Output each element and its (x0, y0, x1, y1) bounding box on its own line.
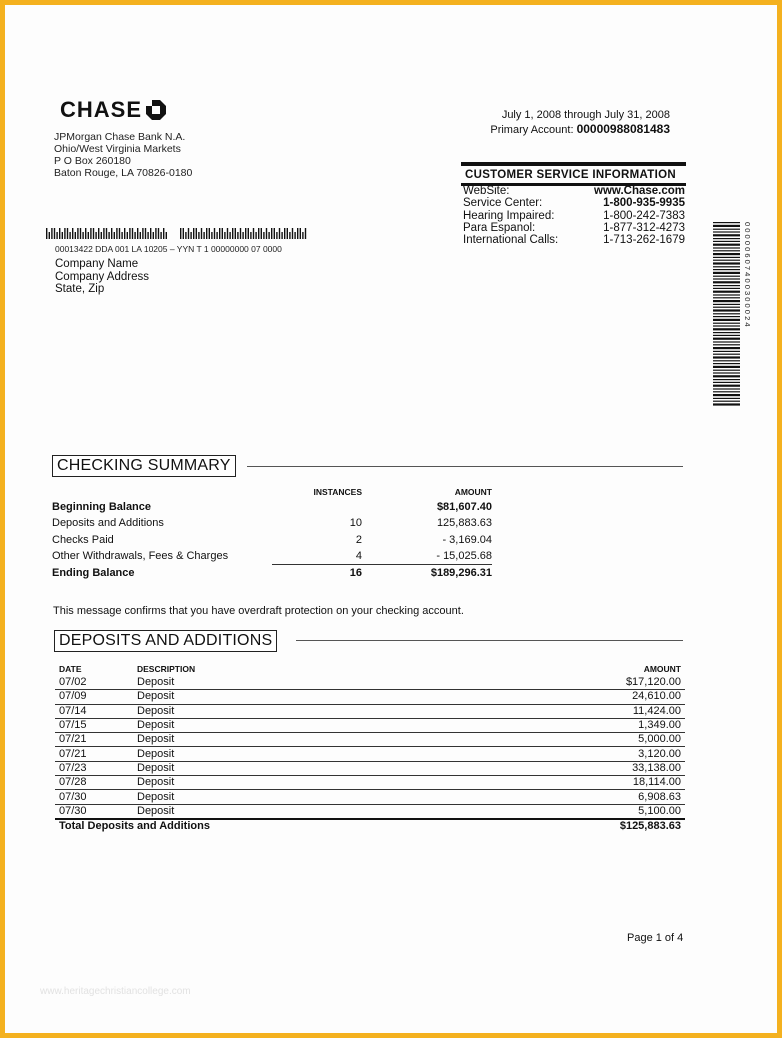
chase-octagon-icon (146, 100, 166, 120)
barcode-bar (713, 250, 740, 251)
amount-header: AMOUNT (643, 664, 681, 674)
deposit-amount: 5,100.00 (431, 804, 685, 819)
barcode-bar (274, 228, 275, 239)
primary-account-label: Primary Account: (490, 124, 574, 136)
barcode-bar (713, 309, 740, 311)
barcode-bar (166, 232, 167, 239)
deposit-row (55, 804, 685, 819)
barcode-bar (95, 232, 96, 239)
barcode-bar (713, 319, 740, 321)
summary-amount: - 15,025.68 (436, 550, 492, 563)
barcode-bar (163, 228, 164, 239)
barcode-bar (59, 228, 60, 239)
barcode-bar (713, 356, 740, 358)
barcode-bar (713, 351, 740, 352)
deposit-amount: 24,610.00 (431, 690, 685, 704)
summary-label: Beginning Balance (52, 501, 152, 514)
barcode-bar (255, 232, 256, 239)
bank-address-line: Ohio/West Virginia Markets (54, 143, 181, 155)
barcode-bar (713, 231, 740, 232)
instances-header: INSTANCES (313, 487, 362, 497)
barcode-bar (713, 300, 740, 302)
barcode-bar (302, 232, 303, 239)
barcode-bar (193, 228, 194, 239)
deposit-amount: 5,000.00 (431, 733, 685, 747)
barcode-bar (214, 228, 215, 239)
route-code: 00013422 DDA 001 LA 10205 – YYN T 1 00000000 07 0000 (55, 244, 282, 254)
barcode-bar (119, 228, 120, 239)
date-header: DATE (59, 664, 82, 674)
barcode-bar (116, 228, 117, 239)
barcode-bar (713, 276, 740, 277)
deposit-date: 07/30 (55, 804, 133, 819)
barcode-bar (93, 228, 94, 239)
deposit-row (55, 776, 685, 790)
barcode-bar (237, 232, 238, 239)
deposit-description: Deposit (133, 804, 431, 819)
barcode-bar (155, 228, 156, 239)
deposit-amount: 33,138.00 (431, 761, 685, 775)
barcode-bar (713, 398, 740, 399)
barcode-bar (713, 375, 740, 377)
deposit-date: 07/21 (55, 747, 133, 761)
barcode-bar (211, 232, 212, 239)
csi-row (463, 222, 685, 234)
barcode-bar (90, 228, 91, 239)
barcode-bar (77, 228, 78, 239)
deposit-description: Deposit (133, 676, 431, 690)
barcode-bar (232, 228, 233, 239)
deposit-description: Deposit (133, 690, 431, 704)
summary-row (52, 515, 492, 531)
deposit-date: 07/21 (55, 733, 133, 747)
deposit-date: 07/23 (55, 761, 133, 775)
deposit-date: 07/14 (55, 704, 133, 718)
deposit-description: Deposit (133, 790, 431, 804)
barcode-bar (276, 232, 277, 239)
barcode-bar (279, 228, 280, 239)
period-range: July 1, 2008 through July 31, 2008 (501, 109, 670, 121)
csi-value: 1-800-242-7383 (603, 209, 685, 222)
barcode-bar (140, 232, 141, 239)
amount-header: AMOUNT (454, 487, 492, 497)
customer-address-line: Company Name (55, 258, 139, 270)
csi-label: International Calls: (463, 234, 559, 247)
barcode-bar (129, 228, 130, 239)
deposit-row (55, 690, 685, 704)
csi-row (463, 210, 685, 222)
barcode-bar (713, 363, 740, 364)
primary-account-number: 00000988081483 (576, 122, 670, 136)
barcode-bar (206, 228, 207, 239)
deposit-description: Deposit (133, 761, 431, 775)
barcode-bar (713, 323, 740, 324)
summary-amount: 125,883.63 (436, 517, 492, 530)
barcode-bar (713, 257, 740, 258)
barcode-bar (713, 281, 740, 283)
deposit-description: Deposit (133, 704, 431, 718)
barcode-bar (713, 341, 740, 342)
barcode-bar (80, 228, 81, 239)
summary-total-instances: 16 (272, 565, 362, 582)
customer-service-title: CUSTOMER SERVICE INFORMATION (461, 162, 686, 186)
barcode-bar (713, 244, 740, 246)
barcode-bar (183, 228, 184, 239)
barcode-bar (284, 228, 285, 239)
barcode-bar (103, 228, 104, 239)
barcode-bar (287, 228, 288, 239)
deposit-amount: 1,349.00 (431, 718, 685, 732)
csi-label: WebSite: (463, 185, 510, 197)
section-divider (247, 466, 683, 467)
barcode-bar (106, 228, 107, 239)
barcode-bar (263, 232, 264, 239)
barcode-bar (229, 232, 230, 239)
deposit-amount: $17,120.00 (431, 676, 685, 690)
barcode-bar (56, 232, 57, 239)
barcode-bar (108, 232, 109, 239)
barcode-bar (713, 388, 740, 389)
deposits-title: DEPOSITS AND ADDITIONS (54, 630, 277, 652)
description-header: DESCRIPTION (137, 664, 196, 674)
barcode-bar (127, 232, 128, 239)
barcode-bar (224, 232, 225, 239)
csi-label: Service Center: (463, 197, 543, 210)
barcode-bar (248, 228, 249, 239)
barcode-bar (305, 228, 306, 239)
barcode-bar (62, 232, 63, 239)
barcode-bar (137, 228, 138, 239)
barcode-bar (145, 228, 146, 239)
barcode-bar (713, 229, 740, 230)
csi-value: 1-800-935-9935 (603, 197, 685, 210)
barcode-bar (134, 232, 135, 239)
barcode-bar (124, 228, 125, 239)
deposit-row (55, 718, 685, 732)
summary-row (52, 548, 492, 565)
deposit-date: 07/28 (55, 776, 133, 790)
barcode-bar (713, 344, 740, 345)
watermark: www.heritagechristiancollege.com (40, 986, 191, 997)
barcode-bar (54, 228, 55, 239)
page-number: Page 1 of 4 (627, 932, 684, 944)
barcode-bar (121, 232, 122, 239)
deposit-amount: 11,424.00 (431, 704, 685, 718)
barcode-bar (713, 288, 740, 289)
barcode-bar (289, 232, 290, 239)
summary-instances: 2 (355, 533, 362, 546)
barcode-bar (297, 228, 298, 239)
chase-logo (60, 97, 166, 123)
barcode-bar (235, 228, 236, 239)
vertical-barcode (713, 222, 753, 406)
summary-instances: 4 (355, 550, 362, 563)
overdraft-message: This message confirms that you have overdraft protection on your checking account. (53, 605, 464, 617)
barcode-bar (258, 228, 259, 239)
barcode-bar (153, 232, 154, 239)
customer-service-table (463, 185, 685, 246)
barcode-bar (240, 228, 241, 239)
barcode-bar (713, 278, 740, 279)
checking-summary-title: CHECKING SUMMARY (52, 455, 236, 477)
barcode-bar (185, 232, 186, 239)
deposit-date: 07/30 (55, 790, 133, 804)
bank-address-line: P O Box 260180 (54, 155, 131, 167)
deposit-amount: 3,120.00 (431, 747, 685, 761)
summary-total-label: Ending Balance (52, 567, 135, 580)
summary-label: Deposits and Additions (52, 517, 164, 530)
customer-address (55, 258, 149, 296)
barcode-bar (713, 234, 740, 236)
website-link[interactable]: www.Chase.com (594, 185, 685, 197)
barcode-bar (713, 307, 740, 308)
barcode-bar (147, 232, 148, 239)
deposit-amount: 6,908.63 (431, 790, 685, 804)
barcode-bar (713, 332, 740, 333)
barcode-bar (219, 228, 220, 239)
barcode-bar (713, 382, 740, 383)
summary-header-blank (52, 485, 272, 499)
csi-row (463, 185, 685, 197)
barcode-bar (713, 335, 740, 336)
barcode-bar (713, 391, 740, 392)
summary-row (52, 532, 492, 548)
summary-total-row (52, 565, 492, 582)
csi-label: Hearing Impaired: (463, 209, 555, 222)
barcode-bar (713, 354, 740, 355)
barcode-bar (160, 232, 161, 239)
barcode-bar (713, 366, 740, 368)
barcode-bar (713, 370, 740, 371)
barcode-bar (713, 338, 740, 340)
deposits-header (55, 663, 685, 676)
barcode-bar (713, 238, 740, 239)
barcode-bar (132, 228, 133, 239)
barcode-bar (713, 294, 740, 295)
summary-instances (272, 499, 362, 515)
statement-period (470, 108, 670, 137)
deposit-row (55, 676, 685, 690)
barcode-bar (245, 228, 246, 239)
barcode-bar (713, 394, 740, 396)
barcode-bar (713, 247, 740, 248)
barcode-bar (75, 232, 76, 239)
deposit-amount: 18,114.00 (431, 776, 685, 790)
barcode-bar (69, 232, 70, 239)
deposits-table (55, 663, 685, 833)
barcode-bar (713, 372, 740, 373)
barcode-bar (713, 260, 740, 261)
bank-address-line: JPMorgan Chase Bank N.A. (54, 131, 186, 143)
barcode-bar (111, 228, 112, 239)
deposit-row (55, 704, 685, 718)
summary-label: Other Withdrawals, Fees & Charges (52, 550, 229, 563)
barcode-bar (713, 360, 740, 361)
barcode-bar (85, 228, 86, 239)
deposits-total-amount: $125,883.63 (431, 819, 685, 833)
vertical-barcode-text: 00000607400300024 (743, 222, 752, 329)
deposit-row (55, 790, 685, 804)
deposits-total-row (55, 819, 685, 833)
summary-instances: 10 (349, 517, 362, 530)
barcode-bar (713, 285, 740, 286)
barcode-bar (101, 232, 102, 239)
barcode-bar (300, 228, 301, 239)
bank-address (54, 131, 192, 179)
deposit-description: Deposit (133, 776, 431, 790)
barcode-bar (114, 232, 115, 239)
customer-address-line: Company Address (55, 270, 149, 283)
summary-amount: - 3,169.04 (442, 533, 492, 546)
deposit-description: Deposit (133, 747, 431, 761)
barcode-bar (266, 228, 267, 239)
csi-value: 1-877-312-4273 (603, 221, 685, 234)
deposits-total-label: Total Deposits and Additions (55, 819, 431, 833)
barcode-bar (222, 228, 223, 239)
barcode-bar (713, 403, 740, 405)
barcode-bar (713, 379, 740, 380)
bank-address-line: Baton Rouge, LA 70826-0180 (54, 167, 193, 179)
barcode-bar (253, 228, 254, 239)
csi-value: 1-713-262-1679 (603, 234, 685, 247)
barcode-bar (64, 228, 65, 239)
barcode-bar (713, 325, 740, 326)
barcode-bar (713, 253, 740, 255)
section-divider (296, 640, 683, 641)
barcode-bar (190, 232, 191, 239)
barcode-bar (281, 232, 282, 239)
deposit-date: 07/15 (55, 718, 133, 732)
barcode-bar (713, 297, 740, 298)
deposit-date: 07/09 (55, 690, 133, 704)
barcode-bar (180, 228, 181, 239)
barcode-bar (227, 228, 228, 239)
barcode-bar (713, 222, 740, 223)
barcode-bar (713, 291, 740, 293)
summary-label: Checks Paid (52, 533, 114, 546)
barcode-bar (713, 241, 740, 242)
barcode-bar (713, 269, 740, 270)
barcode-bar (209, 228, 210, 239)
barcode-bar (198, 232, 199, 239)
postal-barcode (46, 226, 308, 240)
barcode-bar (203, 232, 204, 239)
barcode-bar (713, 262, 740, 264)
customer-address-line: State, Zip (55, 283, 105, 295)
csi-row (463, 197, 685, 209)
barcode-bar (196, 228, 197, 239)
summary-row (52, 499, 492, 515)
deposit-row (55, 747, 685, 761)
barcode-bar (294, 232, 295, 239)
barcode-bar (268, 232, 269, 239)
barcode-bar (713, 328, 740, 330)
deposit-row (55, 761, 685, 775)
barcode-bar (216, 232, 217, 239)
barcode-bar (292, 228, 293, 239)
summary-amount: $81,607.40 (436, 501, 492, 514)
primary-account (470, 122, 670, 137)
barcode-bar (49, 232, 50, 239)
deposit-description: Deposit (133, 718, 431, 732)
barcode-bar (713, 347, 740, 349)
logo-text: CHASE (60, 97, 143, 122)
deposit-row (55, 733, 685, 747)
csi-label: Para Espanol: (463, 221, 536, 234)
vertical-barcode-bars (713, 222, 741, 406)
barcode-bar (158, 228, 159, 239)
barcode-bar (46, 228, 47, 239)
barcode-bar (242, 232, 243, 239)
barcode-bar (88, 232, 89, 239)
barcode-bar (713, 316, 740, 317)
deposit-description: Deposit (133, 733, 431, 747)
barcode-bar (713, 385, 740, 387)
deposit-date: 07/02 (55, 676, 133, 690)
barcode-bar (713, 225, 740, 227)
barcode-bar (51, 228, 52, 239)
barcode-bar (201, 228, 202, 239)
barcode-bar (713, 266, 740, 267)
barcode-bar (72, 228, 73, 239)
csi-row (463, 234, 685, 246)
barcode-bar (98, 228, 99, 239)
summary-header (52, 485, 492, 499)
barcode-bar (150, 228, 151, 239)
summary-total-amount: $189,296.31 (362, 565, 492, 582)
barcode-bar (142, 228, 143, 239)
barcode-bar (713, 313, 740, 314)
barcode-bar (713, 272, 740, 274)
barcode-bar (82, 232, 83, 239)
barcode-bar (250, 232, 251, 239)
barcode-bar (188, 228, 189, 239)
barcode-bar (713, 401, 740, 402)
barcode-bar (67, 228, 68, 239)
barcode-bar (271, 228, 272, 239)
barcode-bar (713, 304, 740, 305)
barcode-bar (261, 228, 262, 239)
checking-summary-table (52, 485, 492, 581)
